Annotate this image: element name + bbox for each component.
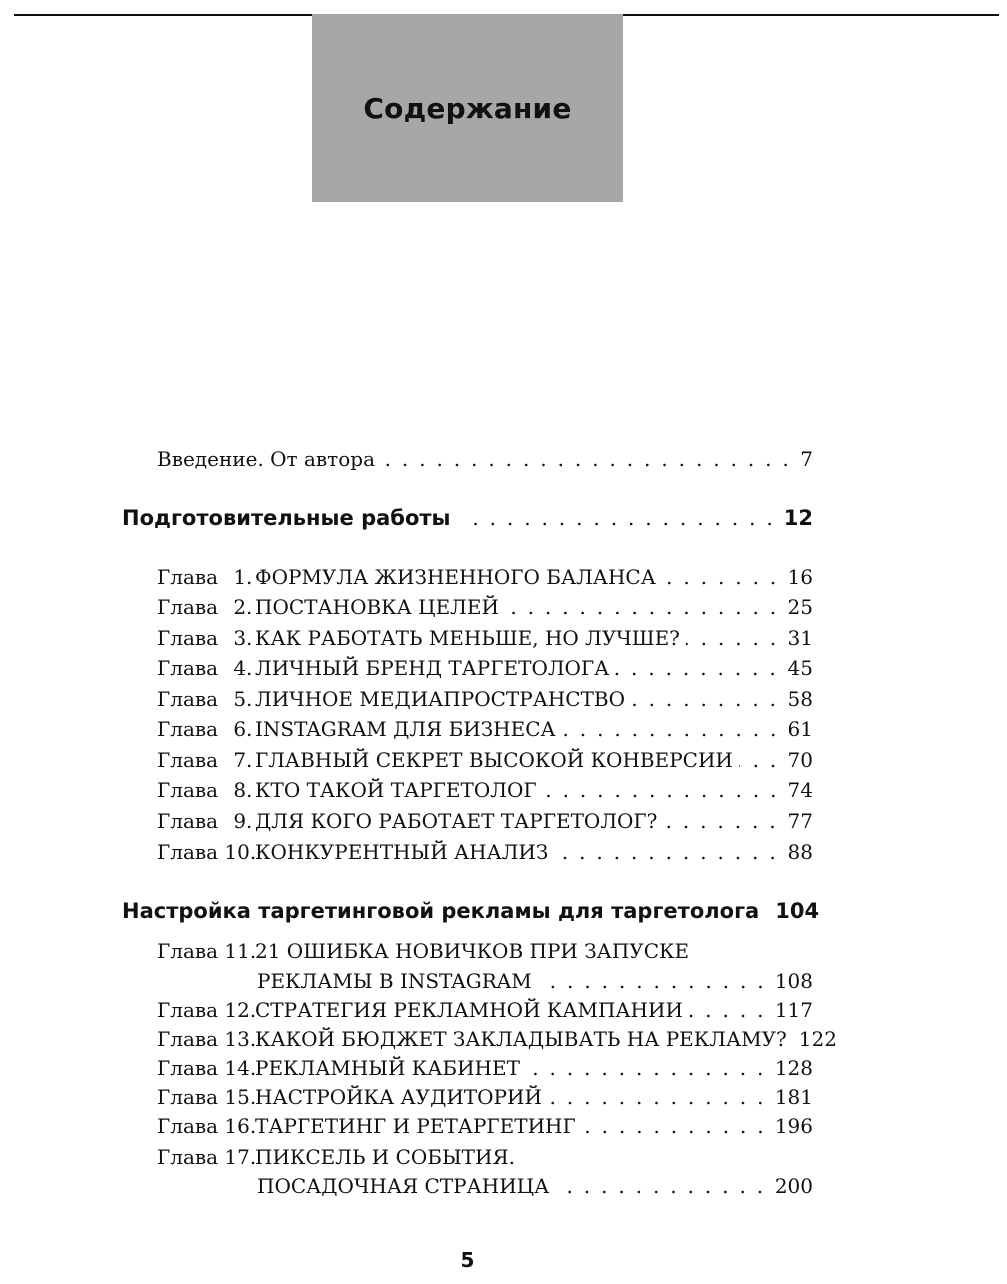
chapter-title: ЛИЧНЫЙ БРЕНД ТАРГЕТОЛОГА xyxy=(255,656,610,680)
page-number: 5 xyxy=(460,1248,475,1272)
dot-leader xyxy=(538,969,769,993)
chapter-label: Глава xyxy=(157,778,219,802)
chapter-title: ЛИЧНОЕ МЕДИАПРОСТРАНСТВО xyxy=(255,687,626,711)
dot-leader xyxy=(689,998,769,1022)
chapter-title-continued: РЕКЛАМЫ В INSTAGRAM xyxy=(257,969,532,993)
toc-page-number: 25 xyxy=(787,595,813,619)
dot-leader xyxy=(554,840,781,864)
chapter-title: ФОРМУЛА ЖИЗНЕННОГО БАЛАНСА xyxy=(255,565,656,589)
chapter-number: 13. xyxy=(224,1027,257,1051)
chapter-label: Глава xyxy=(157,687,219,711)
chapter-number: 16. xyxy=(224,1114,257,1138)
chapter-title: КАК РАБОТАТЬ МЕНЬШЕ, НО ЛУЧШЕ? xyxy=(255,626,680,650)
toc-entry-title: Введение. От автора xyxy=(157,447,375,471)
dot-leader xyxy=(582,1114,769,1138)
toc-page-number: 61 xyxy=(787,717,813,741)
chapter-title: ПОСТАНОВКА ЦЕЛЕЙ xyxy=(255,595,499,619)
toc-chapter-10[interactable] xyxy=(157,837,813,867)
chapter-label: Глава xyxy=(157,998,219,1022)
toc-part-2[interactable] xyxy=(122,896,820,926)
toc-chapter-8[interactable] xyxy=(157,775,813,805)
chapter-title: СТРАТЕГИЯ РЕКЛАМНОЙ КАМПАНИИ xyxy=(255,998,683,1022)
chapter-label: Глава xyxy=(157,595,219,619)
toc-chapter-4[interactable] xyxy=(157,653,813,683)
toc-chapter-3[interactable] xyxy=(157,623,813,653)
chapter-title: НАСТРОЙКА АУДИТОРИЙ xyxy=(255,1085,542,1109)
chapter-number: 5. xyxy=(233,687,253,711)
toc-chapter-12[interactable] xyxy=(157,995,813,1025)
chapter-label: Глава xyxy=(157,939,219,963)
toc-page-number: 12 xyxy=(783,506,813,530)
toc-chapter-17[interactable] xyxy=(257,1171,813,1201)
chapter-title: КТО ТАКОЙ ТАРГЕТОЛОГ xyxy=(255,778,537,802)
chapter-label: Глава xyxy=(157,717,219,741)
toc-page-number: 77 xyxy=(787,809,813,833)
toc-page-number: 200 xyxy=(774,1174,813,1198)
toc-chapter-6[interactable] xyxy=(157,714,813,744)
chapter-number: 15. xyxy=(224,1085,257,1109)
dot-leader xyxy=(663,809,781,833)
part-title: Подготовительные работы xyxy=(122,506,451,530)
dot-leader xyxy=(631,687,782,711)
toc-page-number: 45 xyxy=(787,656,813,680)
toc-chapter-7[interactable] xyxy=(157,745,813,775)
chapter-label: Глава xyxy=(157,748,219,772)
chapter-number: 12. xyxy=(224,998,257,1022)
chapter-title: ДЛЯ КОГО РАБОТАЕТ ТАРГЕТОЛОГ? xyxy=(255,809,658,833)
toc-page-number: 31 xyxy=(787,626,813,650)
chapter-label: Глава xyxy=(157,840,219,864)
chapter-label: Глава xyxy=(157,626,219,650)
dot-leader xyxy=(543,778,782,802)
toc-chapter-5[interactable] xyxy=(157,684,813,714)
toc-page-number: 58 xyxy=(787,687,813,711)
page-title: Содержание xyxy=(363,92,572,125)
dot-leader xyxy=(562,717,782,741)
toc-chapter-16[interactable] xyxy=(157,1111,813,1141)
chapter-label: Глава xyxy=(157,565,219,589)
chapter-title: РЕКЛАМНЫЙ КАБИНЕТ xyxy=(255,1056,520,1080)
chapter-title-continued: ПОСАДОЧНАЯ СТРАНИЦА xyxy=(257,1174,550,1198)
chapter-title: INSTAGRAM ДЛЯ БИЗНЕСА xyxy=(255,717,556,741)
part-title: Настройка таргетинговой рекламы для таргетолога xyxy=(122,899,760,923)
toc-chapter-11[interactable] xyxy=(257,966,813,996)
chapter-title: ПИКСЕЛЬ И СОБЫТИЯ. xyxy=(255,1145,515,1169)
toc-page-number: 196 xyxy=(774,1114,813,1138)
dot-leader xyxy=(461,506,778,530)
toc-chapter-2[interactable] xyxy=(157,592,813,622)
toc-chapter-11-line1[interactable] xyxy=(157,936,689,966)
toc-part-1[interactable] xyxy=(122,503,813,533)
toc-page-number: 104 xyxy=(775,899,820,923)
toc-page-number: 7 xyxy=(800,447,813,471)
chapter-number: 10. xyxy=(224,840,257,864)
chapter-label: Глава xyxy=(157,1085,219,1109)
chapter-number: 2. xyxy=(233,595,253,619)
chapter-title: ГЛАВНЫЙ СЕКРЕТ ВЫСОКОЙ КОНВЕРСИИ xyxy=(255,748,733,772)
toc-page-number: 88 xyxy=(787,840,813,864)
dot-leader xyxy=(555,1174,769,1198)
chapter-label: Глава xyxy=(157,656,219,680)
toc-page-number: 122 xyxy=(798,1027,837,1051)
dot-leader xyxy=(526,1056,769,1080)
chapter-title: 21 ОШИБКА НОВИЧКОВ ПРИ ЗАПУСКЕ xyxy=(255,939,690,963)
chapter-title: КОНКУРЕНТНЫЙ АНАЛИЗ xyxy=(255,840,549,864)
toc-entry-intro[interactable] xyxy=(157,444,813,474)
dot-leader xyxy=(381,447,794,471)
toc-page-number: 181 xyxy=(774,1085,813,1109)
toc-chapter-17-line1[interactable] xyxy=(157,1142,515,1172)
dot-leader xyxy=(615,656,781,680)
toc-chapter-1[interactable] xyxy=(157,562,813,592)
chapter-number: 1. xyxy=(233,565,253,589)
title-banner xyxy=(312,14,623,202)
chapter-label: Глава xyxy=(157,1056,219,1080)
toc-page-number: 16 xyxy=(787,565,813,589)
chapter-label: Глава xyxy=(157,1145,219,1169)
chapter-number: 6. xyxy=(233,717,253,741)
dot-leader xyxy=(739,748,782,772)
chapter-number: 8. xyxy=(233,778,253,802)
toc-chapter-9[interactable] xyxy=(157,806,813,836)
chapter-label: Глава xyxy=(157,1114,219,1138)
chapter-number: 9. xyxy=(233,809,253,833)
toc-chapter-13[interactable] xyxy=(157,1024,837,1054)
toc-page-number: 74 xyxy=(787,778,813,802)
dot-leader xyxy=(662,565,782,589)
chapter-number: 11. xyxy=(224,939,257,963)
chapter-number: 7. xyxy=(233,748,253,772)
chapter-number: 3. xyxy=(233,626,253,650)
dot-leader xyxy=(505,595,782,619)
chapter-number: 4. xyxy=(233,656,253,680)
toc-page-number: 117 xyxy=(774,998,813,1022)
dot-leader xyxy=(686,626,782,650)
chapter-title: КАКОЙ БЮДЖЕТ ЗАКЛАДЫВАТЬ НА РЕКЛАМУ? xyxy=(255,1027,787,1051)
toc-page-number: 108 xyxy=(774,969,813,993)
dot-leader xyxy=(548,1085,769,1109)
toc-page-number: 128 xyxy=(774,1056,813,1080)
chapter-title: ТАРГЕТИНГ И РЕТАРГЕТИНГ xyxy=(255,1114,576,1138)
chapter-label: Глава xyxy=(157,1027,219,1051)
chapter-number: 17. xyxy=(224,1145,257,1169)
chapter-label: Глава xyxy=(157,809,219,833)
toc-chapter-15[interactable] xyxy=(157,1082,813,1112)
chapter-number: 14. xyxy=(224,1056,257,1080)
toc-page-number: 70 xyxy=(787,748,813,772)
toc-chapter-14[interactable] xyxy=(157,1053,813,1083)
